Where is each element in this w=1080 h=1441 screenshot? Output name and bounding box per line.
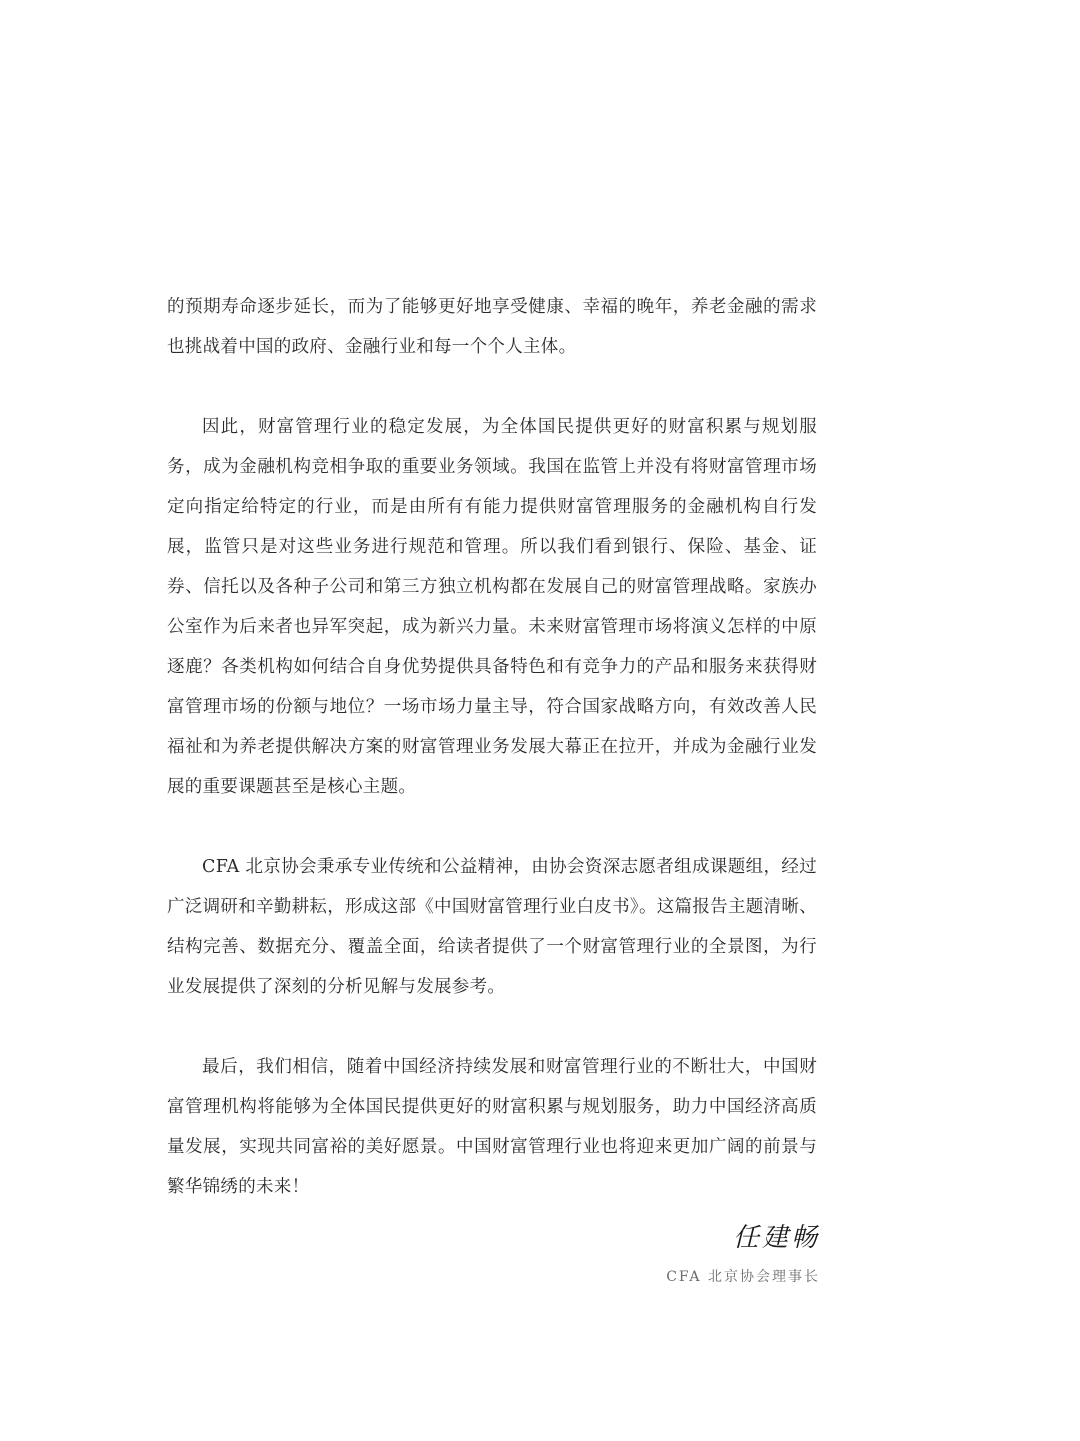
signature-name: 任建畅 — [732, 1223, 820, 1253]
paragraph-industry-development: 因此，财富管理行业的稳定发展，为全体国民提供更好的财富积累与规划服务，成为金融机构竞相争取的重要业务领域。我国在监管上并没有将财富管理市场定向指定给特定的行业，而是由所有有能力提供财富管理服务的金融机构自行发展，监管只是对这些业务进行规范和管理。所以我们看到银行、保险、基金、证券、信托以及各种子公司和第三方独立机构都在发展自己的财富管理战略。家族办公室作为后来者也异军突起，成为新兴力量。未来财富管理市场将演义怎样的中原逐鹿？各类机构如何结合自身优势提供具备特色和有竞争力的产品和服务来获得财富管理市场的份额与地位？一场市场力量主导，符合国家战略方向，有效改善人民福祉和为养老提供解决方案的财富管理业务发展大幕正在拉开，并成为金融行业发展的重要课题甚至是核心主题。 — [167, 417, 817, 797]
paragraph-conclusion: 最后，我们相信，随着中国经济持续发展和财富管理行业的不断壮大，中国财富管理机构将能够为全体国民提供更好的财富积累与规划服务，助力中国经济高质量发展，实现共同富裕的美好愿景。中国财富管理行业也将迎来更加广阔的前景与繁华锦绣的未来！ — [167, 1057, 817, 1197]
paragraph-white-paper: CFA 北京协会秉承专业传统和公益精神，由协会资深志愿者组成课题组，经过广泛调研和辛勤耕耘，形成这部《中国财富管理行业白皮书》。这篇报告主题清晰、结构完善、数据充分、覆盖全面，给读者提供了一个财富管理行业的全景图，为行业发展提供了深刻的分析见解与发展参考。 — [167, 857, 817, 997]
letter-body — [167, 287, 817, 1207]
signature-title: CFA 北京协会理事长 — [666, 1269, 820, 1285]
signature-block — [650, 1218, 820, 1292]
paragraph-continuation: 的预期寿命逐步延长，而为了能够更好地享受健康、幸福的晚年，养老金融的需求也挑战着中国的政府、金融行业和每一个个人主体。 — [167, 297, 817, 357]
